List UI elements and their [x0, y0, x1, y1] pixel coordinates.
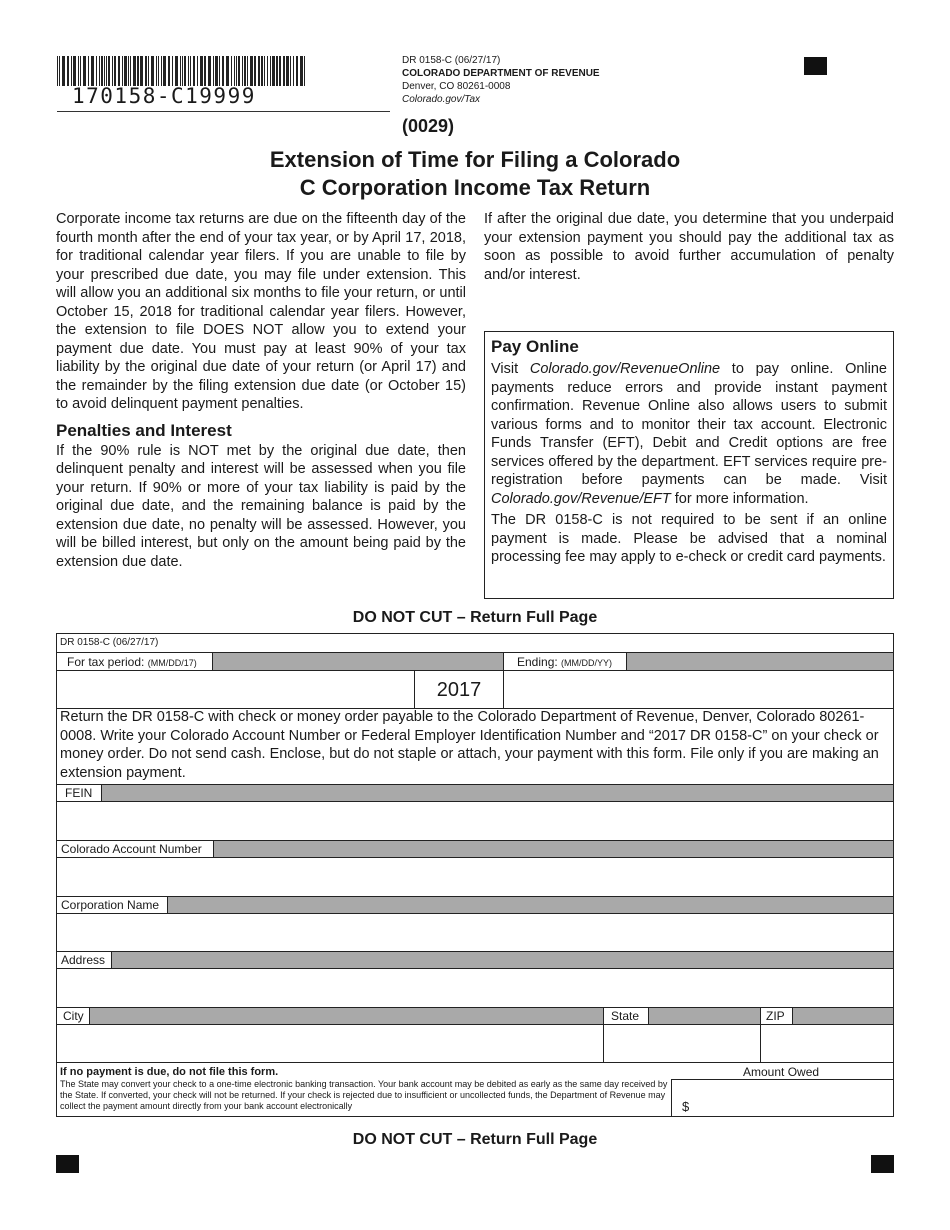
address-label: Address: [61, 953, 106, 967]
city-label: City: [63, 1009, 84, 1023]
cut-notice-top: DO NOT CUT – Return Full Page: [352, 609, 598, 626]
barcode-bar: [244, 56, 246, 86]
corporation-name-label: Corporation Name: [61, 898, 160, 912]
barcode-bar: [190, 56, 191, 86]
barcode-bar: [242, 56, 243, 86]
city-input[interactable]: [57, 1025, 603, 1062]
barcode-bar: [254, 56, 256, 86]
ending-label-shade: [627, 653, 893, 670]
pay-online-box: [484, 331, 894, 599]
tax-period-label-shade: [213, 653, 503, 670]
check-conversion-notice: The State may convert your check to a one-time electronic banking transaction. Your bank account may be debited as early as the same day received by the State. If converted, your check will not be returned. If your check is rejected due to insufficient or uncollected funds, the Department of Revenue may collect the payment amount directly from your bank account electronically: [60, 1079, 668, 1111]
barcode-bar: [276, 56, 278, 86]
barcode-bar: [222, 56, 224, 86]
title-line-2: C Corporation Income Tax Return: [299, 175, 651, 200]
barcode-bar: [283, 56, 285, 86]
voucher-instructions: Return the DR 0158-C with check or money order payable to the Colorado Department of Revenue, Denver, Colorado 80261-0008. Write your Colorado Account Number or Federal Employer Identification Number and “2017 DR 0158-C” on your check or money order. Do not send cash. Enclose, but do not staple or attach, your payment with this form. File only if you are making an extension payment.: [60, 709, 879, 781]
account-number-label: Colorado Account Number: [61, 842, 202, 856]
city-shade: [90, 1008, 603, 1024]
barcode-bar: [247, 56, 248, 86]
barcode-bar: [304, 56, 305, 86]
zip-label: ZIP: [766, 1009, 785, 1023]
barcode-bar: [208, 56, 211, 86]
barcode-bar: [261, 56, 263, 86]
barcode-bar: [96, 56, 97, 86]
barcode-bar: [270, 56, 271, 86]
barcode-bar: [158, 56, 159, 86]
registration-mark-bottom-left: [56, 1155, 79, 1173]
barcode-bar: [296, 56, 298, 86]
barcode-bar: [145, 56, 147, 86]
tax-period-label: For tax period: (MM/DD/17): [67, 655, 197, 669]
barcode-bar: [180, 56, 181, 86]
barcode-bar: [200, 56, 203, 86]
intro-paragraph: Corporate income tax returns are due on the fifteenth day of the fourth month after the end of your tax year, or by April 17, 2018, for traditional calendar year filers. If you are unable to file by your prescribed due date, you may file under extension. This will allow you an additional six months to file your return, or until October 15, 2018 for traditional calendar year filers. However, the extension to file DOES NOT allow you to extend your payment due date. You must pay at least 90% of your tax liability by the original due date of your return (or April 17) and the remainder by the filing extension due date (or October 15) to avoid delinquent payment penalties.: [56, 211, 466, 412]
barcode-bar: [67, 56, 69, 86]
barcode-bar: [83, 56, 86, 86]
account-number-input[interactable]: [57, 858, 893, 895]
barcode-bar: [133, 56, 136, 86]
address-input[interactable]: [57, 969, 893, 1006]
barcode-bar: [78, 56, 79, 86]
barcode-bar: [140, 56, 143, 86]
department-name: COLORADO DEPARTMENT OF REVENUE: [402, 68, 600, 79]
barcode-underline: [57, 111, 390, 112]
corporation-name-shade: [168, 897, 893, 913]
barcode-bar: [163, 56, 166, 86]
state-shade: [649, 1008, 760, 1024]
penalties-paragraph: If the 90% rule is NOT met by the original due date, then delinquent penalty and interest will be assessed when you file your return. If 90% or more of your tax liability is paid by the original due date, and the remaining balance is paid by the extension due date, no penalty will be assessed. However, you will be billed interest, but only on the amount being paid by the extension due date.: [56, 442, 466, 570]
amount-owed-input[interactable]: [693, 1080, 893, 1116]
state-label: State: [611, 1009, 640, 1023]
barcode-bar: [293, 56, 294, 86]
left-column: [56, 210, 466, 571]
barcode-bar: [215, 56, 218, 86]
online-payment-note: The DR 0158-C is not required to be sent if an online payment is made. Please be advised that a nominal processing fee may apply to e-check or credit card payments.: [491, 512, 887, 565]
barcode-bar: [286, 56, 289, 86]
barcode-bar: [182, 56, 183, 86]
barcode-bar: [59, 56, 60, 86]
barcode-bar: [156, 56, 157, 86]
barcode-bar: [137, 56, 139, 86]
fein-label: FEIN: [65, 786, 93, 800]
barcode-bar: [236, 56, 237, 86]
barcode-bar: [128, 56, 129, 86]
fein-input[interactable]: [57, 802, 893, 839]
no-payment-notice: If no payment is due, do not file this form.: [60, 1066, 279, 1078]
ending-label: Ending: (MM/DD/YY): [517, 655, 613, 669]
fein-shade: [102, 785, 893, 801]
barcode-bar: [114, 56, 116, 86]
barcode-bar: [213, 56, 214, 86]
address-shade: [112, 952, 893, 968]
tax-period-start-input[interactable]: [57, 671, 414, 708]
barcode-bar: [148, 56, 149, 86]
barcode-bar: [279, 56, 281, 86]
barcode-bar: [57, 56, 58, 86]
barcode-bar: [151, 56, 154, 86]
barcode-bar: [73, 56, 76, 86]
barcode-bar: [264, 56, 265, 86]
barcode-bar: [161, 56, 162, 86]
corporation-name-input[interactable]: [57, 914, 893, 951]
barcode-number: 170158-C19999: [72, 84, 256, 108]
title-line-1: Extension of Time for Filing a Colorado: [269, 147, 681, 172]
barcode-bar: [91, 56, 94, 86]
barcode-bar: [290, 56, 291, 86]
barcode-bar: [168, 56, 170, 86]
barcode-bar: [267, 56, 268, 86]
barcode-bar: [175, 56, 178, 86]
barcode-bar: [118, 56, 120, 86]
barcode-bar: [99, 56, 100, 86]
barcode-bar: [104, 56, 105, 86]
right-column-intro: [484, 210, 894, 284]
barcode-bar: [193, 56, 195, 86]
eft-link[interactable]: Colorado.gov/Revenue/EFT: [491, 490, 671, 507]
barcode-bar: [101, 56, 103, 86]
barcode-bar: [250, 56, 253, 86]
barcode-bar: [71, 56, 72, 86]
page-title: [0, 146, 950, 202]
barcode-bar: [122, 56, 123, 86]
barcode-bar: [197, 56, 198, 86]
underpaid-paragraph: If after the original due date, you determine that you underpaid your extension payment you should pay the additional tax as soon as possible to avoid further accumulation of penalty and/or interest.: [484, 211, 894, 283]
barcode-bar: [80, 56, 81, 86]
voucher-form-id: DR 0158-C (06/27/17): [60, 637, 159, 648]
department-website: Colorado.gov/Tax: [402, 94, 481, 105]
barcode-bar: [258, 56, 260, 86]
barcode-bar: [234, 56, 235, 86]
barcode-bar: [112, 56, 113, 86]
barcode-bar: [226, 56, 229, 86]
barcode-bar: [130, 56, 131, 86]
account-number-shade: [214, 841, 893, 857]
barcode-bar: [300, 56, 303, 86]
barcode-bar: [272, 56, 275, 86]
cut-notice-bottom: DO NOT CUT – Return Full Page: [352, 1131, 598, 1148]
barcode-bar: [204, 56, 206, 86]
form-id: DR 0158-C (06/27/17): [402, 55, 501, 66]
barcode-bar: [88, 56, 89, 86]
zip-input[interactable]: [761, 1025, 893, 1062]
barcode-bar: [62, 56, 65, 86]
penalties-heading: Penalties and Interest: [56, 420, 232, 440]
barcode-bar: [172, 56, 173, 86]
form-code: (0029): [402, 116, 455, 136]
barcode-bar: [219, 56, 220, 86]
pay-online-heading: Pay Online: [491, 337, 579, 356]
barcode: [57, 56, 309, 86]
barcode-bar: [108, 56, 110, 86]
revenue-online-link[interactable]: Colorado.gov/RevenueOnline: [529, 361, 721, 377]
barcode-bar: [238, 56, 240, 86]
form-header: [402, 54, 600, 106]
payment-voucher: [56, 633, 894, 1117]
barcode-bar: [231, 56, 232, 86]
amount-owed-label: Amount Owed: [743, 1065, 820, 1079]
department-city: Denver, CO 80261-0008: [402, 81, 511, 92]
pay-online-paragraph: Visit Colorado.gov/RevenueOnline to pay online. Online payments reduce errors and provide instant payment confirmation. Revenue Online also allows users to submit various forms and to monitor their tax account. Electronic Funds Transfer (EFT), Debit and Credit options are free services offered by the department. EFT services require pre-registration before payments can be made. Visit Colorado.gov/Revenue/EFT for more information.: [491, 361, 887, 507]
registration-mark-top-right: [804, 57, 827, 75]
tax-year: 2017: [436, 679, 482, 701]
barcode-bar: [124, 56, 127, 86]
barcode-bar: [184, 56, 186, 86]
dollar-sign: $: [682, 1099, 690, 1114]
state-input[interactable]: [604, 1025, 760, 1062]
zip-shade: [793, 1008, 893, 1024]
registration-mark-bottom-right: [871, 1155, 894, 1173]
barcode-bar: [106, 56, 107, 86]
barcode-bar: [188, 56, 189, 86]
tax-period-ending-input[interactable]: [504, 671, 893, 708]
